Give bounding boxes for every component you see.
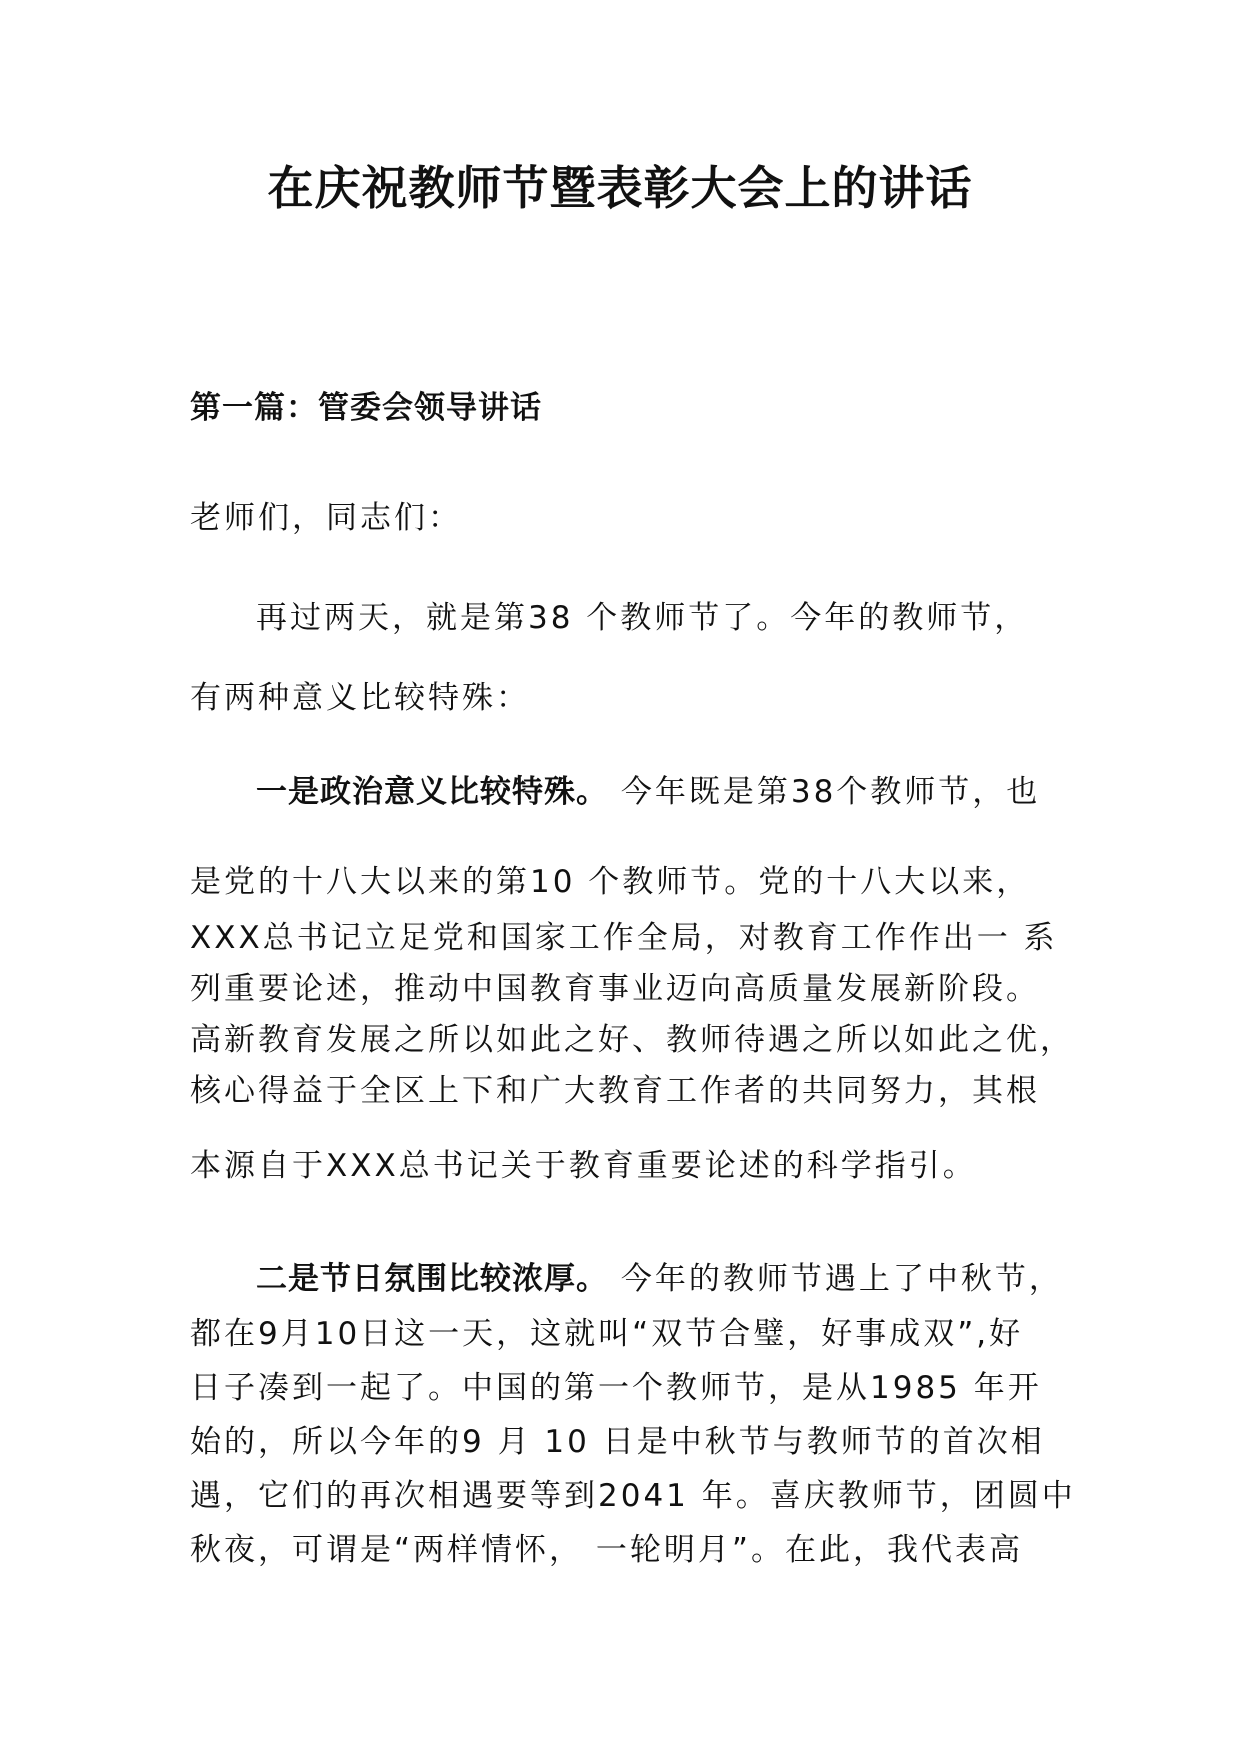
paragraph-1-line-1-text: 今年既是第38个教师节，也 [608, 774, 1041, 810]
document-title: 在庆祝教师节暨表彰大会上的讲话 [267, 161, 973, 215]
paragraph-1-line-6: 核心得益于全区上下和广大教育工作者的共同努力，其根 [190, 1073, 1040, 1109]
intro-line-2: 有两种意义比较特殊： [190, 680, 530, 716]
paragraph-2-line-4: 始的，所以今年的9 月 10 日是中秋节与教师节的首次相 [190, 1424, 1045, 1460]
paragraph-2-line-6: 秋夜，可谓是“两样情怀， 一轮明月”。在此，我代表高 [190, 1532, 1023, 1568]
paragraph-1-line-2: 是党的十八大以来的第10 个教师节。党的十八大以来， [190, 864, 1031, 900]
paragraph-2-line-3: 日子凑到一起了。中国的第一个教师节，是从1985 年开 [190, 1370, 1042, 1406]
paragraph-1-lead: 一是政治意义比较特殊。 [256, 774, 608, 810]
paragraph-2-lead: 二是节日氛围比较浓厚。 [256, 1261, 608, 1297]
paragraph-2-line-1 [256, 1253, 1063, 1298]
paragraph-1-line-4: 列重要论述，推动中国教育事业迈向高质量发展新阶段。 [190, 971, 1040, 1007]
paragraph-2-line-5: 遇，它们的再次相遇要等到2041 年。喜庆教师节，团圆中 [190, 1478, 1076, 1514]
section-heading: 第一篇：管委会领导讲话 [190, 390, 542, 426]
salutation: 老师们，同志们： [190, 500, 462, 536]
paragraph-1-line-1 [256, 766, 1040, 811]
paragraph-1-line-5: 高新教育发展之所以如此之好、教师待遇之所以如此之优， [190, 1022, 1074, 1058]
paragraph-1-line-3: XXX总书记立足党和国家工作全局，对教育工作作出一 系 [190, 920, 1058, 956]
paragraph-2-line-1-text: 今年的教师节遇上了中秋节， [608, 1261, 1063, 1297]
intro-line-1: 再过两天，就是第38 个教师节了。今年的教师节， [256, 600, 1029, 636]
paragraph-2-line-2: 都在9月10日这一天，这就叫“双节合璧，好事成双”,好 [190, 1316, 1024, 1352]
paragraph-1-line-7: 本源自于XXX总书记关于教育重要论述的科学指引。 [190, 1148, 977, 1184]
